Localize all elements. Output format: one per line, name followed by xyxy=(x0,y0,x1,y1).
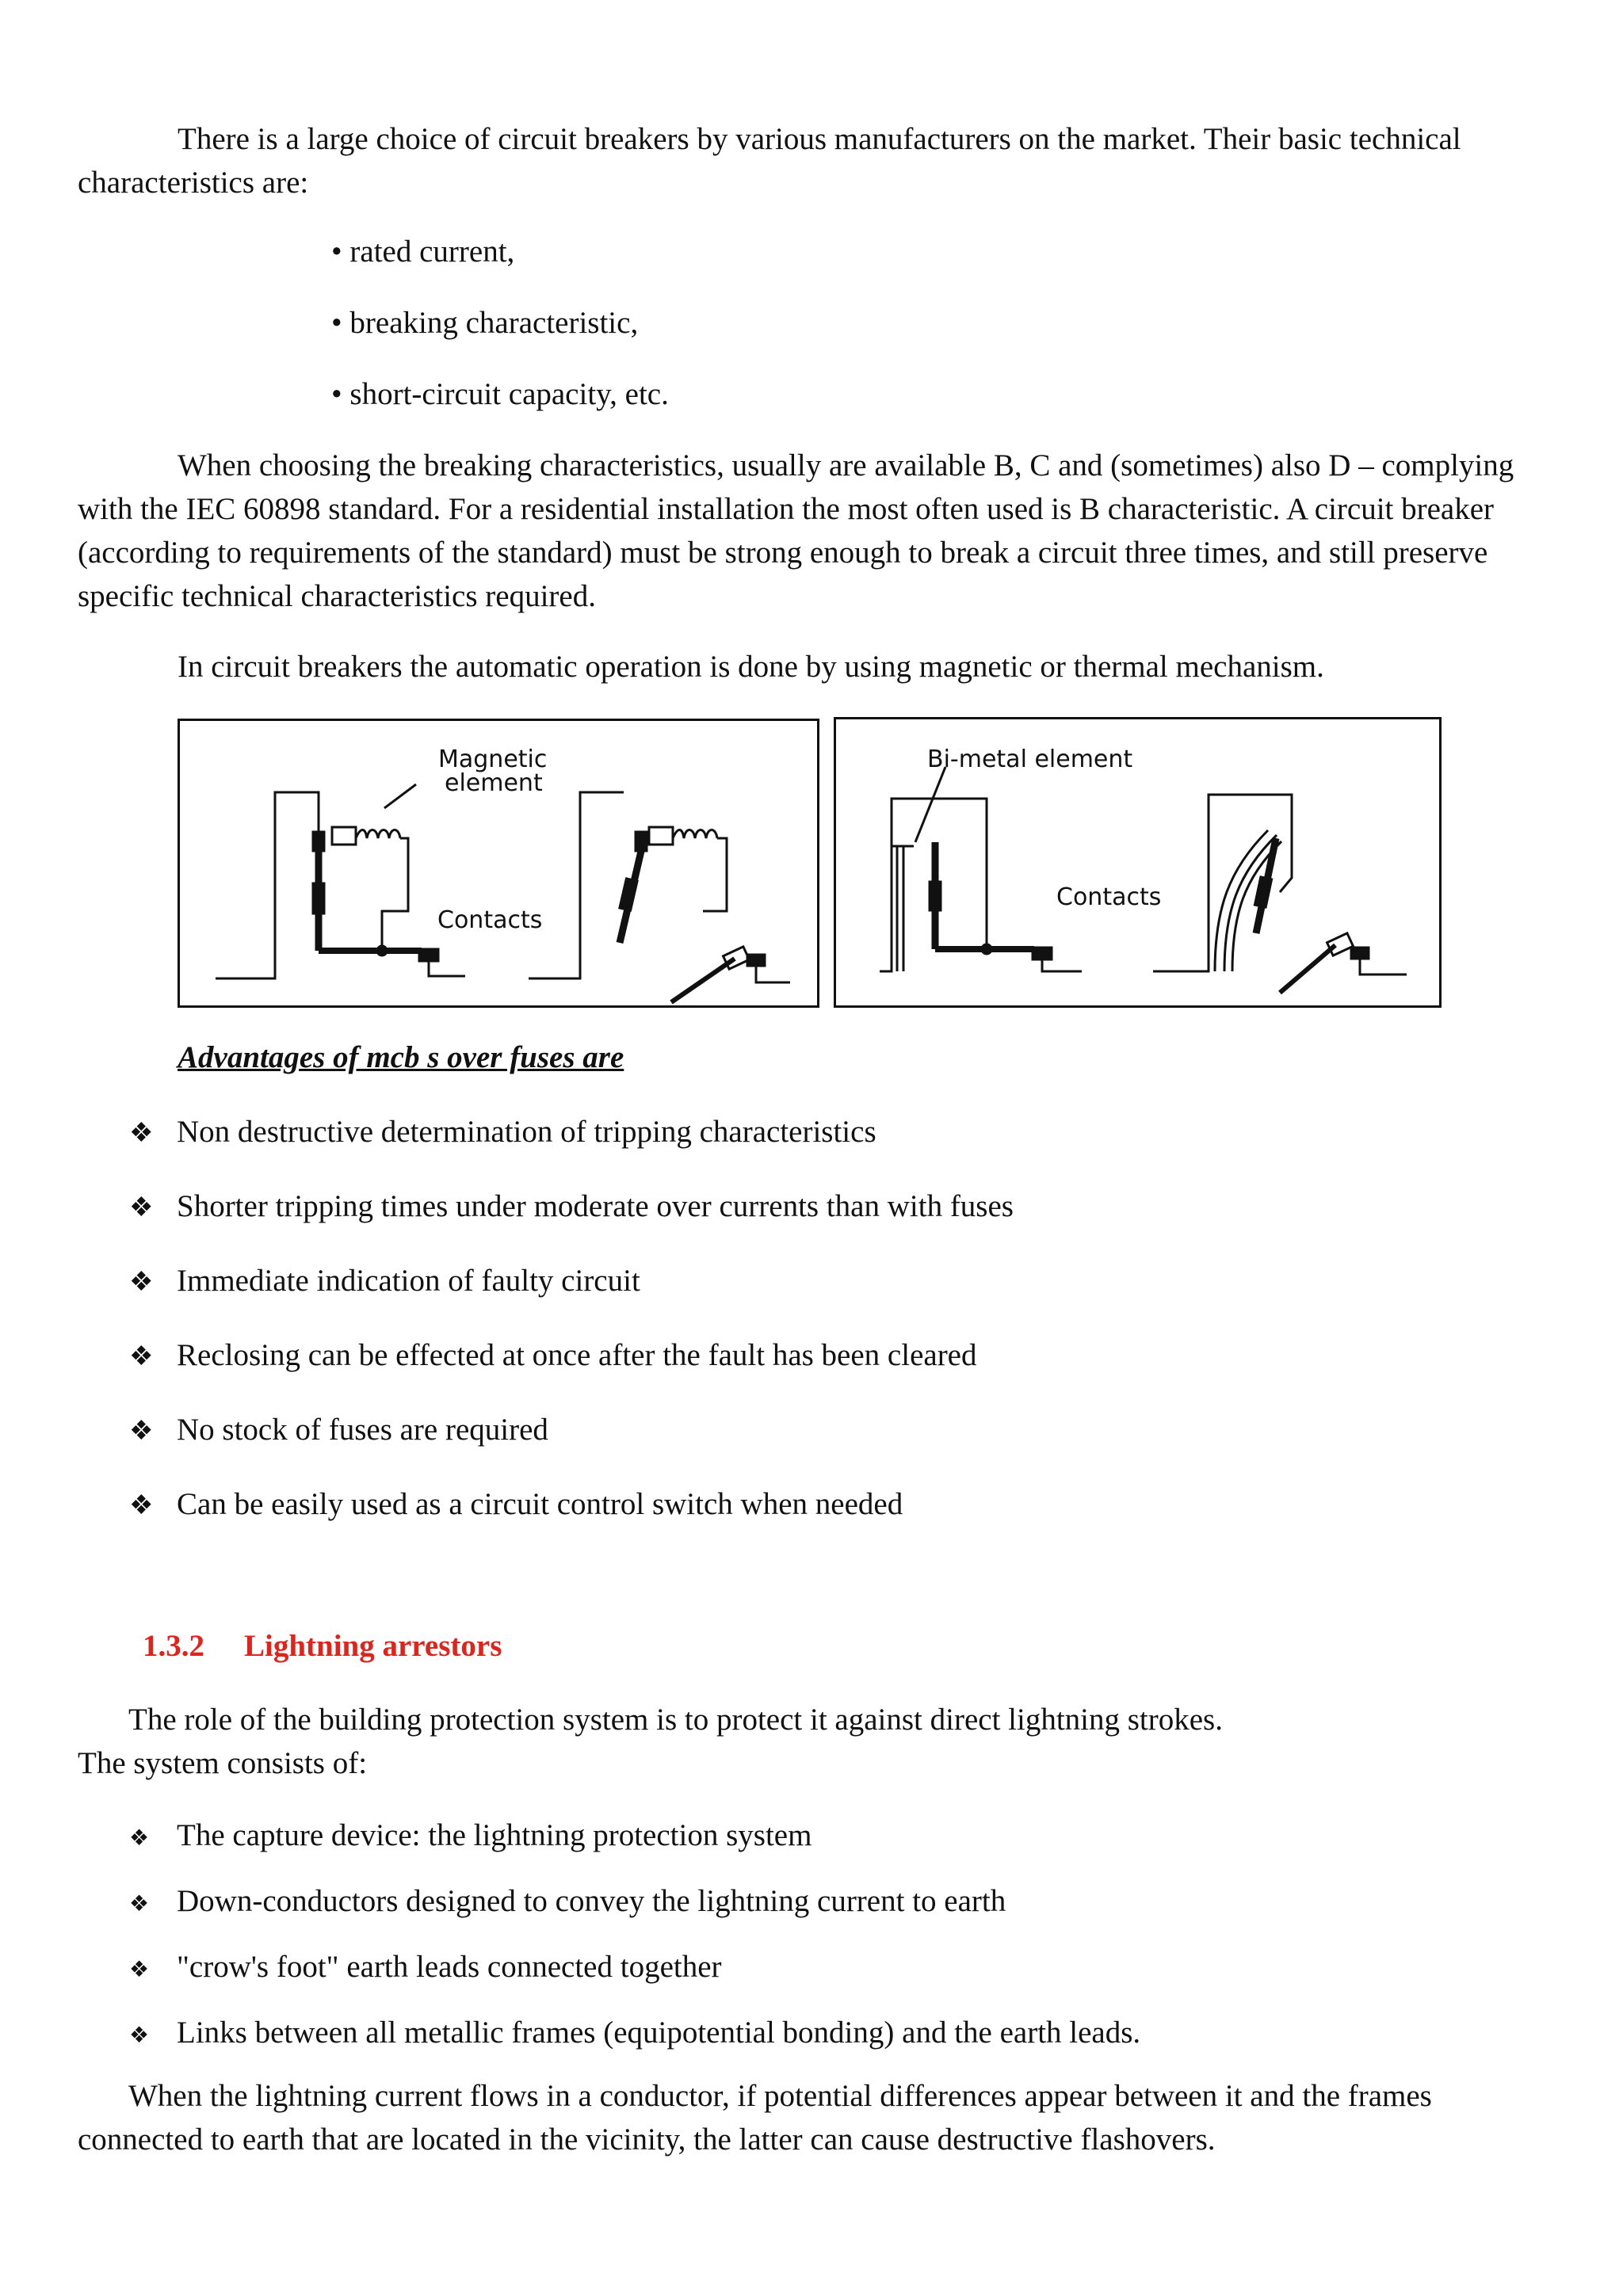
diamond-bullet-icon: ❖ xyxy=(129,1268,154,1297)
advantage-item xyxy=(129,1408,548,1453)
diamond-bullet-icon: ❖ xyxy=(129,1119,154,1148)
diamond-bullet-icon: ❖ xyxy=(129,1826,150,1851)
section-intro-line: The system consists of: xyxy=(78,1746,368,1780)
thermal-mechanism-figure xyxy=(834,717,1442,1008)
characteristic-item: • breaking characteristic, xyxy=(331,306,639,340)
characteristic-item: • short-circuit capacity, etc. xyxy=(331,377,669,411)
magnetic-element-label: Magnetic xyxy=(438,746,548,773)
advantage-item xyxy=(129,1110,876,1155)
diamond-bullet-icon: ❖ xyxy=(129,1491,154,1520)
advantages-heading: Advantages of mcb s over fuses are xyxy=(178,1040,624,1074)
diamond-bullet-icon: ❖ xyxy=(129,1958,150,1982)
breaking-characteristics-paragraph: When choosing the breaking characteristics, usually are available B, C and (sometimes) also D – complying with the IEC 60898 standard. For a residential installation the most often used is B characteristic. A circuit breaker (according to requirements of the standard) must be strong enough to break a circuit three times, and still preserve specific technical characteristics required. xyxy=(78,448,1514,613)
bimetal-element-label: Bi-metal element xyxy=(927,746,1133,773)
advantage-item xyxy=(129,1259,640,1304)
operation-paragraph: In circuit breakers the automatic operation is done by using magnetic or thermal mechanism. xyxy=(178,650,1324,684)
thermal-mechanism-diagram xyxy=(836,719,1439,1005)
magnetic-mechanism-diagram xyxy=(180,721,817,1005)
advantage-item xyxy=(129,1184,1014,1230)
diamond-bullet-icon: ❖ xyxy=(129,1892,150,1917)
system-item-text: Down-conductors designed to convey the lightning current to earth xyxy=(177,1884,1006,1918)
system-item xyxy=(129,1814,812,1860)
closing-paragraph: When the lightning current flows in a conductor, if potential differences appear between it and the frames connected to earth that are located in the vicinity, the latter can cause destructive flashovers. xyxy=(78,2079,1432,2157)
advantage-item xyxy=(129,1333,977,1379)
diamond-bullet-icon: ❖ xyxy=(129,1193,154,1222)
system-item xyxy=(129,1879,1006,1926)
characteristic-item: • rated current, xyxy=(331,235,515,269)
system-item-text: "crow's foot" earth leads connected together xyxy=(177,1950,722,1984)
advantage-text: Immediate indication of faulty circuit xyxy=(177,1264,640,1298)
contacts-label: Contacts xyxy=(1056,883,1162,911)
section-title: Lightning arrestors xyxy=(244,1629,502,1663)
contacts-label: Contacts xyxy=(437,906,543,934)
advantage-text: Reclosing can be effected at once after the fault has been cleared xyxy=(177,1338,977,1372)
advantage-text: Non destructive determination of tripping characteristics xyxy=(177,1115,876,1149)
magnetic-element-label: element xyxy=(445,769,543,797)
advantage-text: No stock of fuses are required xyxy=(177,1413,548,1447)
advantage-item xyxy=(129,1482,903,1527)
advantage-text: Shorter tripping times under moderate over currents than with fuses xyxy=(177,1189,1014,1223)
system-item xyxy=(129,1945,722,1992)
system-item-text: The capture device: the lightning protection system xyxy=(177,1818,812,1852)
section-number: 1.3.2 xyxy=(143,1629,204,1663)
diamond-bullet-icon: ❖ xyxy=(129,1342,154,1371)
intro-paragraph: There is a large choice of circuit breakers by various manufacturers on the market. Their basic technical characteristics are: xyxy=(78,122,1461,200)
section-heading xyxy=(143,1624,502,1668)
system-item-text: Links between all metallic frames (equipotential bonding) and the earth leads. xyxy=(177,2016,1141,2050)
advantage-text: Can be easily used as a circuit control switch when needed xyxy=(177,1487,903,1521)
diamond-bullet-icon: ❖ xyxy=(129,1417,154,1446)
section-intro-line: The role of the building protection system is to protect it against direct lightning strokes. xyxy=(128,1703,1223,1737)
system-item xyxy=(129,2011,1140,2058)
magnetic-mechanism-figure xyxy=(178,719,819,1008)
diamond-bullet-icon: ❖ xyxy=(129,2023,150,2048)
